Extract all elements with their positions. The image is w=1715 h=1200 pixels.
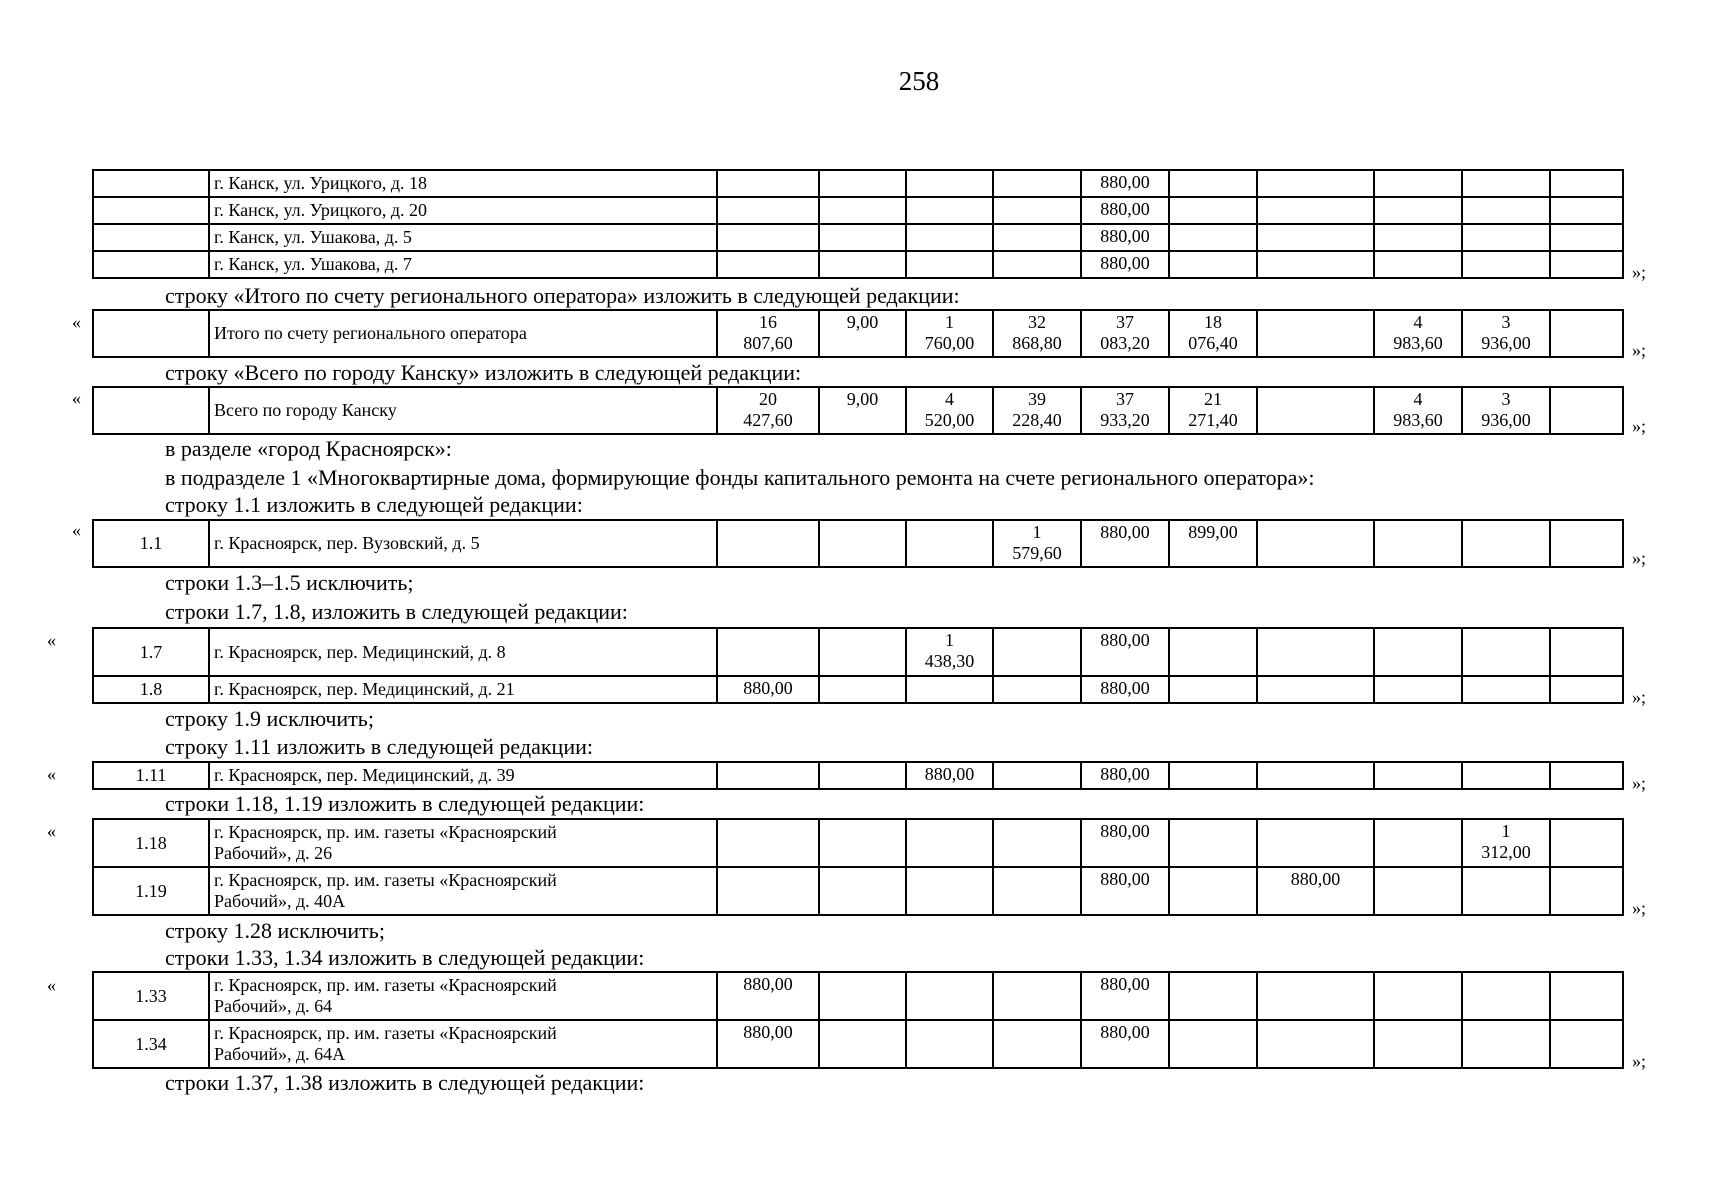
row-number-cell: 1.8 xyxy=(93,676,209,703)
value-cell xyxy=(1550,972,1623,1020)
value-cell xyxy=(993,170,1081,197)
instruction-1-7-1-8: строки 1.7, 1.8, изложить в следующей редакции: xyxy=(165,599,628,624)
value-cell: 1 438,30 xyxy=(906,628,993,676)
row-number-cell: 1.18 xyxy=(93,819,209,867)
close-quote: »; xyxy=(1632,773,1647,793)
value-cell: 3 936,00 xyxy=(1462,310,1550,357)
value-cell: 880,00 xyxy=(1081,972,1169,1020)
table-kansk-rows xyxy=(92,169,1622,279)
value-cell xyxy=(1374,676,1462,703)
close-quote: »; xyxy=(1632,687,1647,707)
value-cell: 880,00 xyxy=(1081,224,1169,251)
instruction-1-1: строку 1.1 изложить в следующей редакции: xyxy=(165,492,583,517)
value-cell xyxy=(1257,628,1374,676)
value-cell xyxy=(993,867,1081,915)
table-1-18-1-19 xyxy=(92,818,1622,916)
value-cell xyxy=(1550,520,1623,567)
table-row xyxy=(93,867,1623,915)
value-cell xyxy=(819,1020,906,1068)
value-cell xyxy=(819,972,906,1020)
address-cell: г. Красноярск, пер. Медицинский, д. 8 xyxy=(209,628,717,676)
value-cell xyxy=(906,520,993,567)
value-cell xyxy=(1550,819,1623,867)
value-cell xyxy=(1462,197,1550,224)
value-cell xyxy=(1169,170,1257,197)
table-row xyxy=(93,224,1623,251)
table-row xyxy=(93,972,1623,1020)
value-cell xyxy=(1257,819,1374,867)
value-cell: 880,00 xyxy=(1081,762,1169,789)
open-quote: « xyxy=(72,312,81,332)
value-cell xyxy=(1462,1020,1550,1068)
value-cell xyxy=(717,867,819,915)
value-cell xyxy=(1374,251,1462,278)
value-cell xyxy=(1374,170,1462,197)
value-cell xyxy=(1257,972,1374,1020)
value-cell xyxy=(1550,310,1623,357)
value-cell xyxy=(1374,867,1462,915)
value-cell xyxy=(1374,197,1462,224)
open-quote: « xyxy=(72,520,81,540)
address-cell: г. Красноярск, пр. им. газеты «Красноярский Рабочий», д. 64А xyxy=(209,1020,717,1068)
row-number-cell xyxy=(93,251,209,278)
row-number-cell: 1.1 xyxy=(93,520,209,567)
address-cell: г. Красноярск, пр. им. газеты «Красноярский Рабочий», д. 26 xyxy=(209,819,717,867)
close-quote: »; xyxy=(1632,548,1647,568)
section-krasnoyarsk: в разделе «город Красноярск»: xyxy=(165,436,452,461)
address-cell: г. Красноярск, пер. Медицинский, д. 21 xyxy=(209,676,717,703)
value-cell xyxy=(1169,628,1257,676)
value-cell xyxy=(1257,251,1374,278)
value-cell xyxy=(717,170,819,197)
value-cell xyxy=(906,251,993,278)
value-cell xyxy=(819,867,906,915)
instruction-vsego: строку «Всего по городу Канску» изложить в следующей редакции: xyxy=(165,360,802,385)
page-number: 258 xyxy=(898,66,940,96)
open-quote: « xyxy=(47,630,56,650)
value-cell: 880,00 xyxy=(717,1020,819,1068)
value-cell xyxy=(993,251,1081,278)
value-cell: 880,00 xyxy=(1081,867,1169,915)
value-cell xyxy=(1169,972,1257,1020)
open-quote: « xyxy=(47,821,56,841)
value-cell: 880,00 xyxy=(1081,251,1169,278)
value-cell xyxy=(1374,819,1462,867)
value-cell xyxy=(1374,628,1462,676)
value-cell xyxy=(906,224,993,251)
table-row xyxy=(93,762,1623,789)
value-cell xyxy=(993,819,1081,867)
instruction-1-18-1-19: строки 1.18, 1.19 изложить в следующей редакции: xyxy=(165,791,645,816)
table-1-11 xyxy=(92,761,1622,790)
instruction-itogo: строку «Итого по счету регионального оператора» изложить в следующей редакции: xyxy=(165,283,960,308)
value-cell: 18 076,40 xyxy=(1169,310,1257,357)
value-cell xyxy=(1550,251,1623,278)
table-vsego xyxy=(92,386,1622,435)
close-quote: »; xyxy=(1632,340,1647,360)
table-row xyxy=(93,197,1623,224)
address-cell: г. Красноярск, пр. им. газеты «Красноярский Рабочий», д. 64 xyxy=(209,972,717,1020)
value-cell: 880,00 xyxy=(1257,867,1374,915)
value-cell xyxy=(1257,1020,1374,1068)
value-cell: 880,00 xyxy=(906,762,993,789)
instruction-1-33-1-34: строки 1.33, 1.34 изложить в следующей редакции: xyxy=(165,945,645,970)
value-cell xyxy=(717,762,819,789)
value-cell xyxy=(1462,867,1550,915)
value-cell xyxy=(1257,310,1374,357)
value-cell xyxy=(1550,762,1623,789)
value-cell: 899,00 xyxy=(1169,520,1257,567)
value-cell: 880,00 xyxy=(1081,676,1169,703)
table-row xyxy=(93,520,1623,567)
value-cell xyxy=(1374,762,1462,789)
close-quote: »; xyxy=(1632,262,1647,282)
value-cell: 880,00 xyxy=(1081,520,1169,567)
address-cell: г. Канск, ул. Урицкого, д. 18 xyxy=(209,170,717,197)
value-cell xyxy=(819,170,906,197)
address-cell: Всего по городу Канску xyxy=(209,387,717,434)
table-row xyxy=(93,676,1623,703)
value-cell xyxy=(717,224,819,251)
value-cell xyxy=(1169,819,1257,867)
table-row xyxy=(93,170,1623,197)
open-quote: « xyxy=(47,764,56,784)
value-cell xyxy=(819,251,906,278)
row-number-cell xyxy=(93,387,209,434)
row-number-cell: 1.7 xyxy=(93,628,209,676)
value-cell xyxy=(1169,224,1257,251)
address-cell: г. Красноярск, пер. Медицинский, д. 39 xyxy=(209,762,717,789)
value-cell: 21 271,40 xyxy=(1169,387,1257,434)
value-cell xyxy=(1462,676,1550,703)
address-cell: г. Красноярск, пр. им. газеты «Красноярский Рабочий», д. 40А xyxy=(209,867,717,915)
value-cell xyxy=(1550,387,1623,434)
table-row xyxy=(93,1020,1623,1068)
address-cell: г. Красноярск, пер. Вузовский, д. 5 xyxy=(209,520,717,567)
value-cell xyxy=(993,676,1081,703)
value-cell xyxy=(993,197,1081,224)
value-cell xyxy=(1257,520,1374,567)
row-number-cell: 1.34 xyxy=(93,1020,209,1068)
value-cell xyxy=(1169,867,1257,915)
value-cell xyxy=(1462,762,1550,789)
value-cell xyxy=(993,972,1081,1020)
value-cell xyxy=(1462,170,1550,197)
value-cell xyxy=(1257,170,1374,197)
value-cell xyxy=(819,520,906,567)
value-cell xyxy=(1462,972,1550,1020)
table-1-33-1-34 xyxy=(92,971,1622,1069)
value-cell xyxy=(717,628,819,676)
value-cell: 880,00 xyxy=(1081,197,1169,224)
row-number-cell xyxy=(93,310,209,357)
value-cell xyxy=(906,867,993,915)
value-cell: 20 427,60 xyxy=(717,387,819,434)
value-cell: 16 807,60 xyxy=(717,310,819,357)
instruction-1-37-1-38: строки 1.37, 1.38 изложить в следующей редакции: xyxy=(165,1070,645,1095)
row-number-cell: 1.11 xyxy=(93,762,209,789)
value-cell xyxy=(1550,170,1623,197)
value-cell xyxy=(819,224,906,251)
row-number-cell xyxy=(93,170,209,197)
instruction-1-9: строку 1.9 исключить; xyxy=(165,706,374,731)
table-itogo xyxy=(92,309,1622,358)
value-cell xyxy=(906,1020,993,1068)
table-row xyxy=(93,251,1623,278)
value-cell xyxy=(993,1020,1081,1068)
value-cell: 880,00 xyxy=(1081,819,1169,867)
value-cell xyxy=(1169,676,1257,703)
value-cell xyxy=(993,628,1081,676)
value-cell xyxy=(1257,762,1374,789)
table-row xyxy=(93,819,1623,867)
value-cell: 9,00 xyxy=(819,310,906,357)
value-cell xyxy=(1169,1020,1257,1068)
value-cell xyxy=(819,628,906,676)
value-cell xyxy=(906,170,993,197)
value-cell xyxy=(906,676,993,703)
value-cell xyxy=(1550,867,1623,915)
value-cell xyxy=(906,972,993,1020)
value-cell xyxy=(993,224,1081,251)
close-quote: »; xyxy=(1632,1051,1647,1071)
open-quote: « xyxy=(47,975,56,995)
value-cell xyxy=(717,819,819,867)
value-cell xyxy=(906,197,993,224)
value-cell xyxy=(1462,628,1550,676)
value-cell xyxy=(993,762,1081,789)
table-row xyxy=(93,310,1623,357)
value-cell xyxy=(906,819,993,867)
value-cell xyxy=(1462,224,1550,251)
value-cell: 4 520,00 xyxy=(906,387,993,434)
value-cell xyxy=(1550,197,1623,224)
value-cell xyxy=(819,819,906,867)
table-row xyxy=(93,387,1623,434)
value-cell xyxy=(1169,251,1257,278)
value-cell xyxy=(1550,628,1623,676)
value-cell: 4 983,60 xyxy=(1374,387,1462,434)
value-cell xyxy=(717,251,819,278)
value-cell xyxy=(1169,197,1257,224)
value-cell: 37 933,20 xyxy=(1081,387,1169,434)
instruction-1-28: строку 1.28 исключить; xyxy=(165,918,385,943)
value-cell: 880,00 xyxy=(1081,1020,1169,1068)
value-cell xyxy=(819,197,906,224)
open-quote: « xyxy=(72,388,81,408)
value-cell xyxy=(1462,251,1550,278)
row-number-cell: 1.33 xyxy=(93,972,209,1020)
value-cell: 1 760,00 xyxy=(906,310,993,357)
value-cell xyxy=(819,762,906,789)
value-cell xyxy=(1257,676,1374,703)
address-cell: г. Канск, ул. Ушакова, д. 5 xyxy=(209,224,717,251)
value-cell: 880,00 xyxy=(1081,628,1169,676)
value-cell: 4 983,60 xyxy=(1374,310,1462,357)
value-cell: 39 228,40 xyxy=(993,387,1081,434)
value-cell xyxy=(1374,1020,1462,1068)
value-cell xyxy=(1257,387,1374,434)
table-1-7-1-8 xyxy=(92,627,1622,704)
value-cell: 1 312,00 xyxy=(1462,819,1550,867)
value-cell xyxy=(1257,224,1374,251)
value-cell: 32 868,80 xyxy=(993,310,1081,357)
value-cell xyxy=(1374,972,1462,1020)
address-cell: г. Канск, ул. Ушакова, д. 7 xyxy=(209,251,717,278)
value-cell xyxy=(1374,224,1462,251)
value-cell: 880,00 xyxy=(1081,170,1169,197)
address-cell: Итого по счету регионального оператора xyxy=(209,310,717,357)
row-number-cell: 1.19 xyxy=(93,867,209,915)
value-cell xyxy=(1462,520,1550,567)
value-cell xyxy=(1169,762,1257,789)
value-cell xyxy=(1257,197,1374,224)
value-cell xyxy=(1550,1020,1623,1068)
value-cell xyxy=(717,197,819,224)
row-number-cell xyxy=(93,197,209,224)
value-cell xyxy=(1550,676,1623,703)
value-cell xyxy=(717,520,819,567)
value-cell xyxy=(1550,224,1623,251)
value-cell xyxy=(1374,520,1462,567)
table-row xyxy=(93,628,1623,676)
row-number-cell xyxy=(93,224,209,251)
value-cell: 1 579,60 xyxy=(993,520,1081,567)
value-cell: 880,00 xyxy=(717,972,819,1020)
value-cell: 37 083,20 xyxy=(1081,310,1169,357)
instruction-1-3-1-5: строки 1.3–1.5 исключить; xyxy=(165,570,414,595)
value-cell: 9,00 xyxy=(819,387,906,434)
value-cell: 880,00 xyxy=(717,676,819,703)
address-cell: г. Канск, ул. Урицкого, д. 20 xyxy=(209,197,717,224)
value-cell xyxy=(819,676,906,703)
instruction-1-11: строку 1.11 изложить в следующей редакции: xyxy=(165,734,593,759)
subsection-1: в подразделе 1 «Многоквартирные дома, формирующие фонды капитального ремонта на счете регионального оператора»: xyxy=(165,465,1315,490)
close-quote: »; xyxy=(1632,416,1647,436)
table-1-1 xyxy=(92,519,1622,568)
value-cell: 3 936,00 xyxy=(1462,387,1550,434)
close-quote: »; xyxy=(1632,898,1647,918)
